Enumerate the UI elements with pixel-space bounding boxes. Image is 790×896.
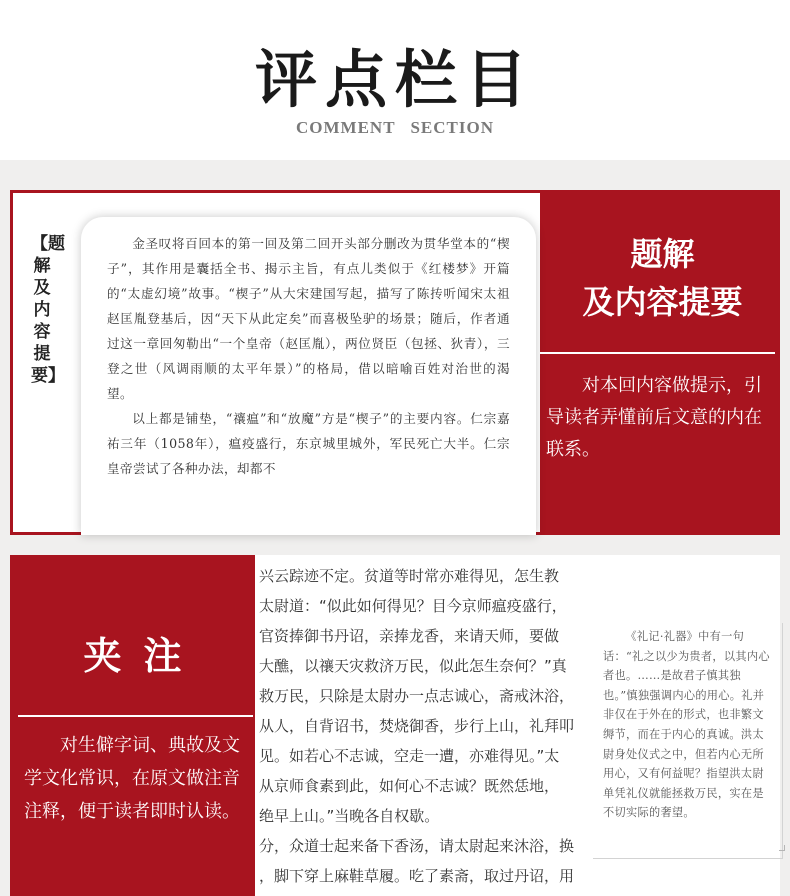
- summary-sample-area: [13, 193, 540, 532]
- text-line: 见。如若心不志诚，空走一遭，亦难得见。”太: [259, 747, 560, 765]
- annotation-title: 夹注: [83, 633, 204, 678]
- annotation-label-block: [10, 555, 255, 896]
- summary-title: [545, 230, 780, 326]
- text-line: 从京师食素到此，如何心不志诚？既然恁地，: [259, 777, 560, 795]
- book-text-sample: [255, 561, 585, 896]
- summary-panel: [10, 190, 780, 535]
- text-line: 救万民，只除是太尉办一点志诚心，斋戒沐浴，: [259, 687, 575, 705]
- vertical-section-label: 【题解及内容提要】: [31, 234, 65, 386]
- summary-title-line2: 及内容提要: [582, 283, 743, 321]
- summary-title-line1: 题解: [630, 235, 695, 273]
- annotation-panel: [10, 555, 780, 896]
- side-note: [593, 623, 783, 859]
- side-note-text: 《礼记·礼器》中有一句话：“礼之以少为贵者，以其内心者也。……是故君子慎其独也。”慎独强调内心的用心。礼并非仅在于外在的形式，也非繁文缛节，而在于内心的真诚。洪太尉身处仪式之中，但若内心无所用心，又有何益呢？指望洪太尉单凭礼仪就能拯救万民，实在是不切实际的奢望。: [603, 630, 770, 820]
- text-line: 太尉道：“似此如何得见？目今京师瘟疫盛行，: [259, 597, 567, 615]
- summary-description: 对本回内容做提示，引导读者弄懂前后文意的内在联系。: [546, 375, 762, 460]
- text-line: 分，众道士起来备下香汤，请太尉起来沐浴，换: [259, 837, 575, 855]
- divider: [540, 352, 775, 354]
- book-paragraph: 以上都是铺垫，“禳瘟”和“放魔”方是“楔子”的主要内容。仁宗嘉祐三年（1058年），瘟疫盛行，东京城里城外，军民死亡大半。仁宗皇帝尝试了各种办法，却都不: [107, 411, 510, 476]
- side-note-corner: [779, 845, 785, 851]
- text-line: 绝早上山。”当晚各自权歇。: [259, 807, 440, 825]
- book-paragraph: 金圣叹将百回本的第一回及第二回开头部分删改为贯华堂本的“楔子”，其作用是囊括全书、揭示主旨，有点儿类似于《红楼梦》开篇的“太虚幻境”故事。“楔子”从大宋建国写起，描写了陈抟听闻宋太祖赵匡胤登基后，因“天下从此定矣”而喜极坠驴的场景；随后，作者通过这一章回匆勒出“一个皇帝（赵匡胤），两位贤臣（包拯、狄青），三登之世（风调雨顺的太平年景）”的格局，借以暗喻百姓对治世的渴望。: [107, 236, 510, 401]
- text-line: ，脚下穿上麻鞋草履。吃了素斋，取过丹诏，用: [259, 867, 575, 885]
- divider: [18, 715, 253, 717]
- text-line: 从人，自背诏书，焚烧御香，步行上山，礼拜叩: [259, 717, 575, 735]
- page-subtitle: COMMENT SECTION: [295, 118, 494, 137]
- text-line: 兴云踪迹不定。贫道等时常亦难得见，怎生教: [259, 567, 560, 585]
- page-title: 评点栏目: [254, 43, 535, 116]
- header: [0, 0, 790, 160]
- text-line: 官资捧御书丹诏，亲捧龙香，来请天师，要做: [259, 627, 560, 645]
- annotation-description: 对生僻字词、典故及文学文化常识，在原文做注音注释，便于读者即时认读。: [24, 735, 240, 822]
- book-page-sample: [81, 217, 536, 535]
- text-line: 大醮，以禳天灾救济万民，似此怎生奈何？”真: [259, 657, 567, 675]
